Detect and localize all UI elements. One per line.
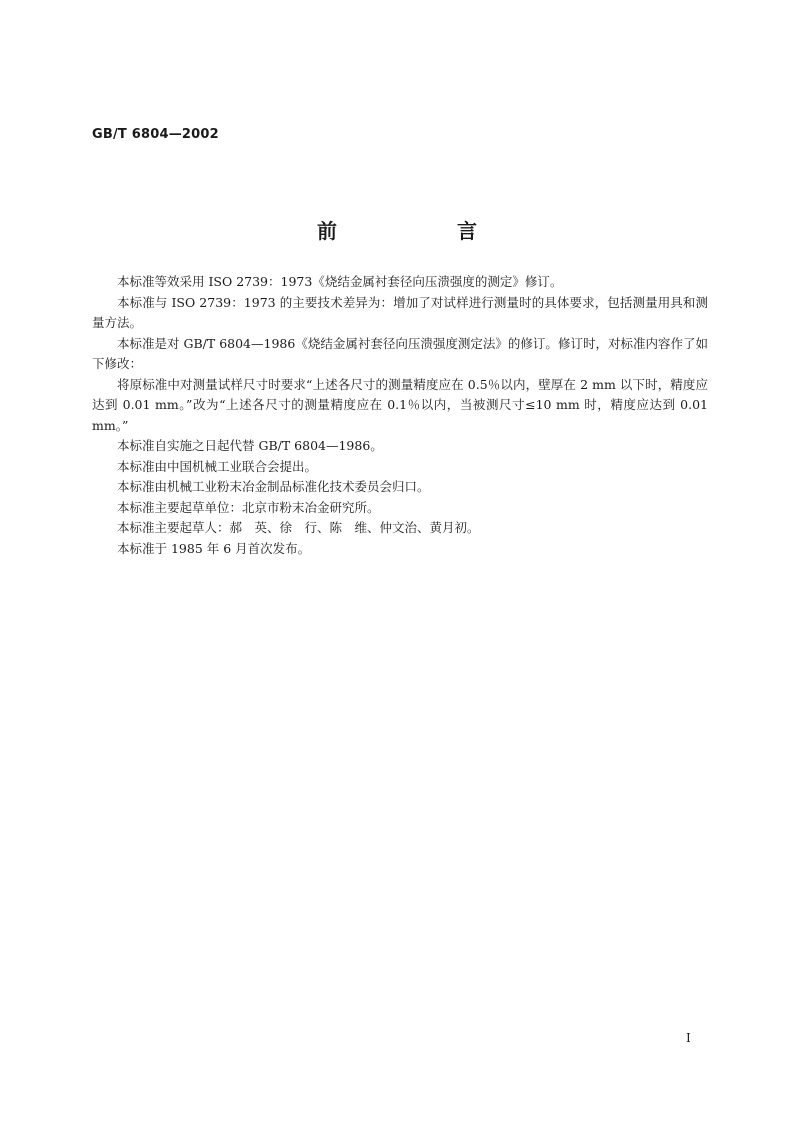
paragraph: 本标准等效采用 ISO 2739：1973《烧结金属衬套径向压溃强度的测定》修订。 xyxy=(117,274,563,289)
paragraph: 本标准是对 GB/T 6804—1986《烧结金属衬套径向压溃强度测定法》的修订。修订时，对标准内容作了如下修改： xyxy=(92,335,708,371)
paragraph: 本标准由中国机械工业联合会提出。 xyxy=(117,458,318,474)
standard-code: GB/T 6804—2002 xyxy=(92,127,219,142)
paragraph: 本标准自实施之日起代替 GB/T 6804—1986。 xyxy=(117,438,383,453)
foreword-body xyxy=(92,272,708,559)
paragraph: 本标准于 1985 年 6 月首次发布。 xyxy=(117,540,311,556)
page-title: 前 言 xyxy=(317,219,527,243)
paragraph: 将原标准中对测量试样尺寸时要求“上述各尺寸的测量精度应在 0.5％以内，壁厚在 2 mm 以下时，精度应达到 0.01 mm。”改为“上述各尺寸的测量精度应在 0.1％以内，当被测尺寸≤10 mm 时，精度应达到 0.01 mm。” xyxy=(92,376,708,433)
page-number: I xyxy=(686,1031,691,1045)
paragraph: 本标准与 ISO 2739：1973 的主要技术差异为：增加了对试样进行测量时的具体要求，包括测量用具和测量方法。 xyxy=(92,294,708,330)
paragraph: 本标准由机械工业粉末冶金制品标准化技术委员会归口。 xyxy=(117,479,430,494)
paragraph: 本标准主要起草人：郝 英、徐 行、陈 维、仲文治、黄月初。 xyxy=(117,520,480,535)
paragraph: 本标准主要起草单位：北京市粉末冶金研究所。 xyxy=(117,499,380,515)
